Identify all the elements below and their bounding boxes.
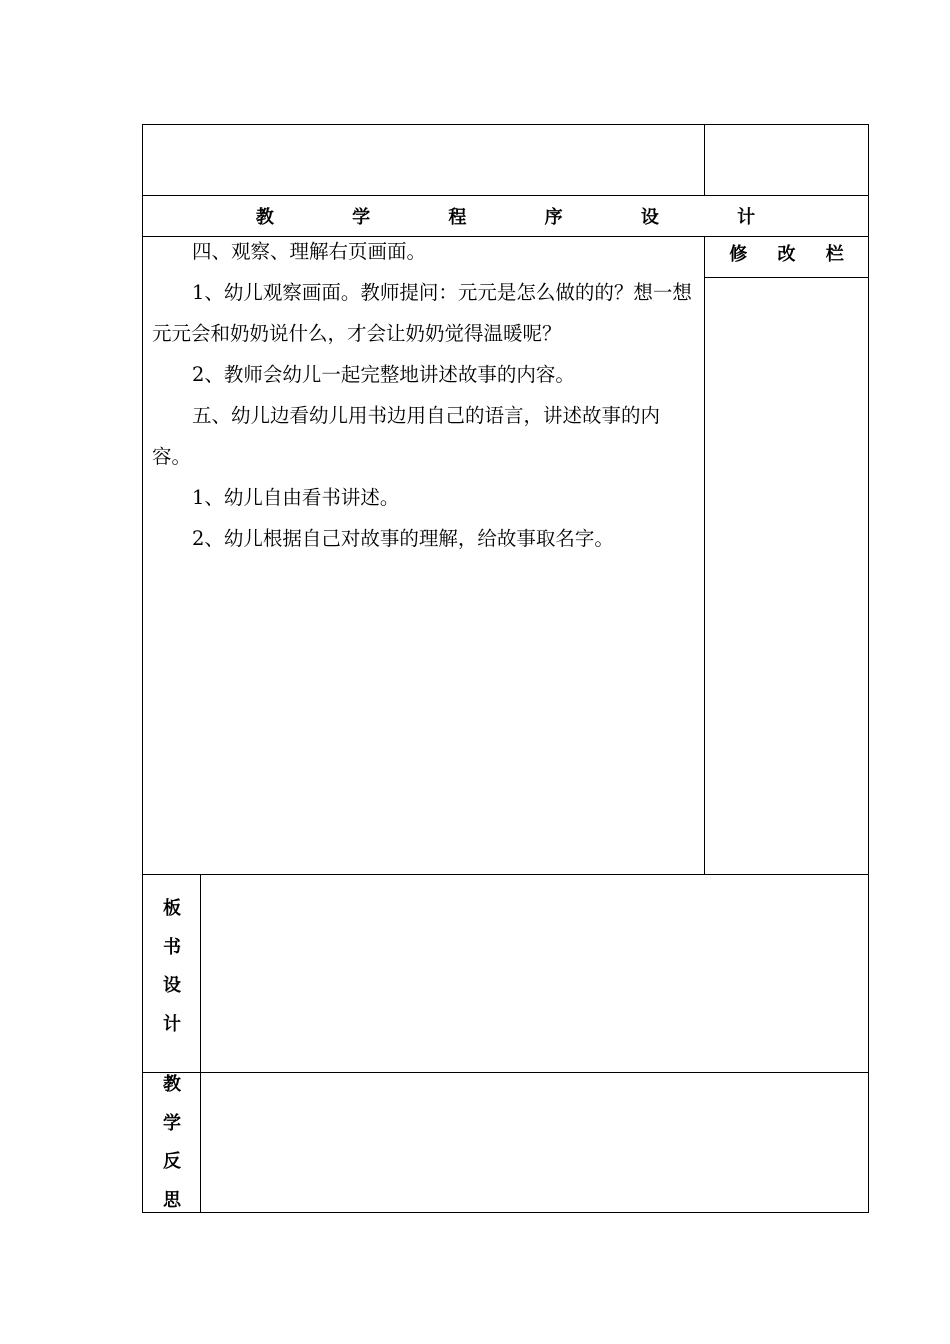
blackboard-label-char: 板 — [163, 898, 181, 919]
revision-column-divider-top — [704, 124, 705, 196]
table-border-top — [142, 124, 869, 125]
content-paragraph: 1、幼儿观察画面。教师提问：元元是怎么做的的？想一想元元会和奶奶说什么，才会让奶奶觉得温暖呢？ — [152, 281, 692, 345]
revision-column-header: 修 改 栏 — [729, 244, 856, 265]
teaching-reflection-label — [143, 1066, 201, 1220]
content-paragraph: 四、观察、理解右页画面。 — [192, 240, 427, 263]
reflection-label-char: 思 — [163, 1189, 181, 1211]
content-paragraph: 2、教师会幼儿一起完整地讲述故事的内容。 — [192, 363, 575, 386]
content-paragraph: 2、幼儿根据自己对故事的理解，给故事取名字。 — [192, 527, 614, 550]
revision-header-divider — [704, 277, 869, 278]
blackboard-label-char: 书 — [163, 936, 181, 958]
revision-column-divider — [704, 236, 705, 875]
table-divider-blackboard-row — [142, 1072, 869, 1073]
content-paragraph: 1、幼儿自由看书讲述。 — [192, 486, 400, 509]
reflection-label-char: 反 — [163, 1151, 181, 1172]
reflection-label-char: 学 — [163, 1112, 181, 1134]
content-paragraph: 五、幼儿边看幼儿用书边用自己的语言，讲述故事的内容。 — [152, 404, 661, 468]
blackboard-design-label — [143, 890, 201, 1044]
blackboard-label-char: 设 — [163, 975, 181, 996]
blackboard-label-char: 计 — [163, 1013, 181, 1035]
reflection-label-char: 教 — [163, 1074, 181, 1095]
table-border-right — [868, 124, 869, 1213]
table-border-bottom — [142, 1212, 869, 1213]
section-title: 教 学 程 序 设 计 — [255, 207, 792, 228]
table-border-left — [142, 124, 143, 1213]
lesson-content — [152, 231, 698, 559]
table-divider-content-row — [142, 874, 869, 875]
